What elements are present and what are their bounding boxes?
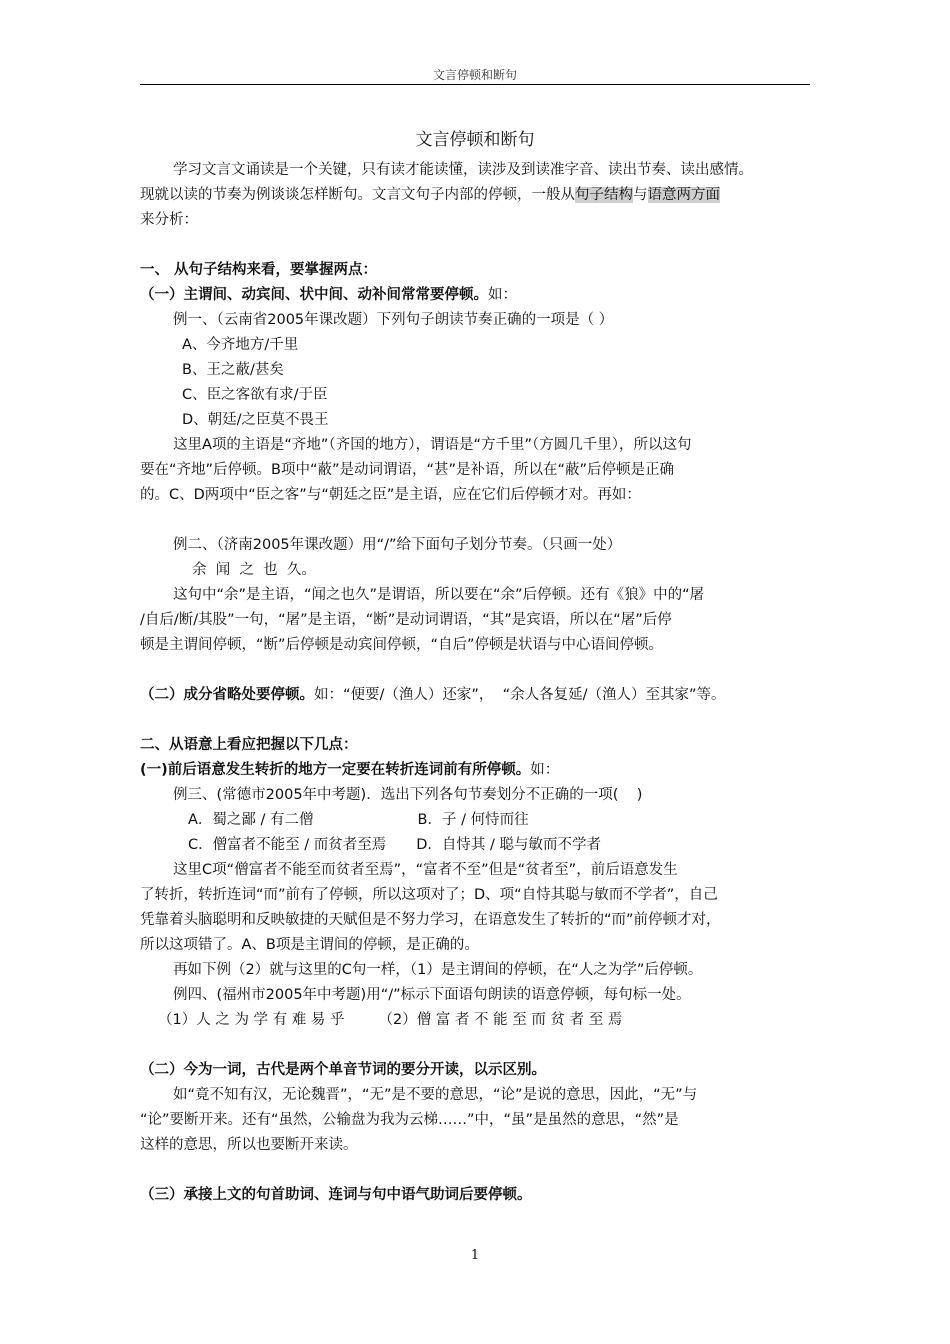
example-1-option-c: C、臣之客欲有求/于臣 xyxy=(182,387,328,403)
intro-connector: 与 xyxy=(633,187,648,203)
section-2-sub-2-line-2: “论”要断开来。还有“虽然，公输盘为我为云梯……”中，“虽”是虽然的意思，“然”是 xyxy=(140,1112,679,1128)
sub-heading: （一）主谓间、动宾间、状中间、动补间常常要停顿。 xyxy=(140,287,488,303)
example-3-options-cd xyxy=(140,833,810,858)
header-divider xyxy=(140,84,810,85)
section-2-sub-2-line-3: 这样的意思，所以也要断开来读。 xyxy=(140,1137,358,1153)
example-1-option-b: B、王之蔽/甚矣 xyxy=(182,362,284,378)
example-3-option-a: A．蜀之鄙 / 有二僧 xyxy=(188,812,314,828)
example-3-option-d: D．自恃其 / 聪与敏而不学者 xyxy=(416,837,602,853)
intro-line-2 xyxy=(140,183,810,208)
section-2-sub-3: （三）承接上文的句首助词、连词与句中语气助词后要停顿。 xyxy=(140,1187,532,1203)
example-1-option-a: A、今齐地方/千里 xyxy=(182,337,299,353)
highlight-meaning: 语意两方面 xyxy=(647,187,720,203)
explanation-3-line-2: 了转折，转折连词“而”前有了停顿，所以这项对了；D、项“自恃其聪与敏而不学者”，自己 xyxy=(140,887,718,903)
sentence-char: 余 xyxy=(192,562,207,578)
explanation-2-line-1: 这句中“余”是主语，“闻之也久”是谓语，所以要在“余”后停顿。还有《狼》中的“屠 xyxy=(173,587,705,603)
explanation-3-line-4: 所以这项错了。A、B项是主谓间的停顿，是正确的。 xyxy=(140,937,479,953)
example-3-question: 例三、(常德市2005年中考题)．选出下列各句节奏划分不正确的一项( ) xyxy=(173,787,643,803)
sentence-char: 之 xyxy=(239,562,254,578)
sub-heading: (一)前后语意发生转折的地方一定要在转折连词前有所停顿。 xyxy=(140,762,531,778)
sub-heading-tail: 如： xyxy=(488,287,517,303)
explanation-1-line-3: 的。C、D两项中“臣之客”与“朝廷之臣”是主语，应在它们后停顿才对。再如： xyxy=(140,487,641,503)
page-header: 文言停顿和断句 xyxy=(432,68,517,82)
document-title: 文言停顿和断句 xyxy=(415,130,535,150)
example-2-question: 例二、（济南2005年课改题）用“/”给下面句子划分节奏。（只画一处） xyxy=(173,537,622,553)
explanation-2-line-3: 顿是主谓间停顿，“断”后停顿是动宾间停顿，“自后”停顿是状语与中心语间停顿。 xyxy=(140,637,664,653)
page-number: 1 xyxy=(470,1248,480,1263)
document-body xyxy=(140,126,810,1208)
explanation-3-line-5: 再如下例（2）就与这里的C句一样，（1）是主谓间的停顿，在“人之为学”后停顿。 xyxy=(173,962,703,978)
explanation-1-line-2: 要在“齐地”后停顿。B项中“蔽”是动词谓语，“甚”是补语，所以在“蔽”后停顿是正确 xyxy=(140,462,675,478)
highlight-sentence-structure: 句子结构 xyxy=(575,187,633,203)
section-1-sub-1 xyxy=(140,283,810,308)
example-4-question: 例四、(福州市2005年中考题)用“/”标示下面语句朗读的语意停顿，每句标一处。 xyxy=(173,987,691,1003)
example-1-option-d: D、朝廷/之臣莫不畏王 xyxy=(182,412,329,428)
sub-heading-tail: 如： xyxy=(530,762,560,778)
sub-heading: （二）成分省略处要停顿。 xyxy=(140,687,314,703)
example-4-item-2: （2）僧 富 者 不 能 至 而 贫 者 至 焉 xyxy=(378,1012,623,1028)
example-2-sentence xyxy=(140,558,810,583)
sentence-char: 久 xyxy=(286,562,302,578)
sub-heading-tail: 如：“便要/（渔人）还家”， “余人各复延/（渔人）至其家”等。 xyxy=(314,687,726,703)
explanation-2-line-2: /自后/断/其股”一句，“屠”是主语，“断”是动词谓语，“其”是宾语，所以在“屠”后停 xyxy=(140,612,672,628)
section-2-heading: 二、从语意上看应把握以下几点： xyxy=(140,737,358,753)
intro-text: 现就以读的节奏为例谈谈怎样断句。文言文句子内部的停顿，一般从 xyxy=(140,187,575,203)
intro-line-3: 来分析： xyxy=(140,212,198,228)
explanation-3-line-1: 这里C项“僧富者不能至而贫者至焉”，“富者不至”但是“贫者至”，前后语意发生 xyxy=(173,862,678,878)
example-1-question: 例一、（云南省2005年课改题）下列句子朗读节奏正确的一项是（ ） xyxy=(173,312,614,328)
section-2-sub-2-line-1: 如“竟不知有汉，无论魏晋”，“无”是不要的意思，“论”是说的意思，因此，“无”与 xyxy=(173,1087,698,1103)
sentence-char: 。 xyxy=(301,562,316,578)
explanation-1-line-1: 这里A项的主语是“齐地”（齐国的地方），谓语是“方千里”（方圆几千里），所以这句 xyxy=(173,437,692,453)
section-2-sub-1 xyxy=(140,758,810,783)
example-4-items xyxy=(140,1008,810,1033)
intro-line-1: 学习文言文诵读是一个关键，只有读才能读懂，读涉及到读准字音、读出节奏、读出感情。 xyxy=(173,162,753,178)
explanation-3-line-3: 凭靠着头脑聪明和反映敏捷的天赋但是不努力学习，在语意发生了转折的“而”前停顿才对， xyxy=(140,912,721,928)
section-2-sub-2: （二）今为一词，古代是两个单音节词的要分开读，以示区别。 xyxy=(140,1062,546,1078)
example-4-item-1: （1）人 之 为 学 有 难 易 乎 xyxy=(158,1012,345,1028)
example-3-option-b: B．子 / 何恃而往 xyxy=(417,812,529,828)
section-1-heading: 一、 从句子结构来看，要掌握两点： xyxy=(140,262,378,278)
section-1-sub-2 xyxy=(140,683,810,708)
sentence-char: 闻 xyxy=(215,562,231,578)
sentence-char: 也 xyxy=(263,562,278,578)
example-3-options-ab xyxy=(140,808,810,833)
example-3-option-c: C．僧富者不能至 / 而贫者至焉 xyxy=(188,837,387,853)
